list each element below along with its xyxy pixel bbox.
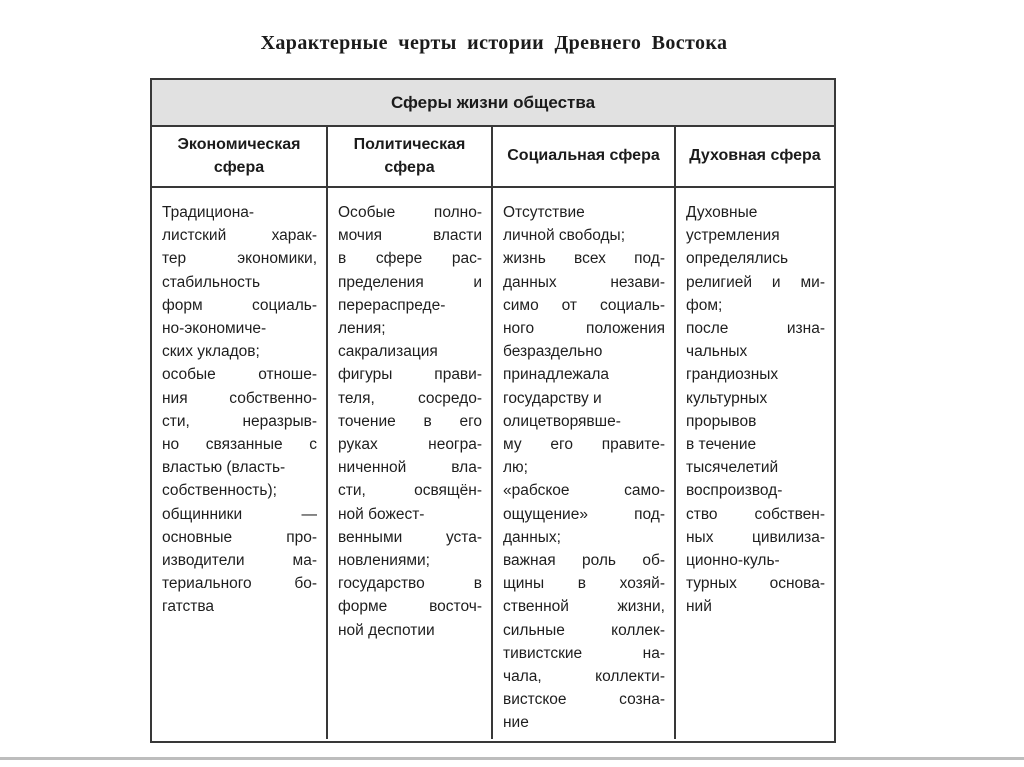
cell-line: изводители ма-	[162, 552, 317, 570]
cell-line: культурных	[686, 389, 768, 407]
cell-line: тер экономики,	[162, 250, 317, 268]
cell-line: государство в	[338, 575, 482, 593]
table-column	[674, 127, 834, 739]
cell-line: перераспреде-	[338, 296, 446, 314]
cell-line: Духовные	[686, 204, 758, 221]
cell-line: лю;	[503, 459, 528, 477]
cell-line: властью (власть-	[162, 459, 286, 477]
cell-line: Отсутствие	[503, 204, 585, 221]
cell-line: но-экономиче-	[162, 320, 267, 338]
cell-line: ционно-куль-	[686, 552, 780, 570]
cell-line: форме восточ-	[338, 598, 482, 616]
table-column	[326, 127, 491, 739]
cell-line: особые отноше-	[162, 366, 317, 384]
table-column	[491, 127, 674, 739]
column-cell	[328, 188, 491, 739]
cell-line: принадлежала	[503, 366, 610, 384]
column-header: Духовная сфера	[676, 127, 834, 188]
column-cell	[152, 188, 326, 739]
cell-line: гатства	[162, 598, 215, 616]
cell-line: грандиозных	[686, 366, 779, 384]
cell-line: в сфере рас-	[338, 250, 482, 268]
cell-line: устремления	[686, 227, 780, 245]
cell-line: стабильность	[162, 273, 261, 291]
cell-line: турных основа-	[686, 575, 825, 593]
cell-line: чала, коллекти-	[503, 668, 665, 686]
cell-line: ние	[503, 714, 529, 732]
cell-line: важная роль об-	[503, 552, 665, 570]
cell-line: воспроизвод-	[686, 482, 783, 500]
cell-line: венными уста-	[338, 528, 482, 546]
cell-line: руках неогра-	[338, 436, 482, 454]
cell-line: вистское созна-	[503, 691, 665, 709]
cell-line: ственной жизни,	[503, 598, 665, 616]
cell-line: прорывов	[686, 412, 757, 430]
cell-line: фигуры прави-	[338, 366, 482, 384]
cell-line: сакрализация	[338, 343, 438, 361]
cell-line: государству и	[503, 389, 602, 407]
cell-line: симо от социаль-	[503, 296, 665, 314]
cell-line: пределения и	[338, 273, 482, 291]
cell-line: му его правите-	[503, 436, 665, 454]
cell-line: олицетворявше-	[503, 412, 621, 430]
cell-line: ощущение» под-	[503, 505, 665, 523]
cell-line: безраздельно	[503, 343, 603, 361]
column-header: Экономическая сфера	[152, 127, 326, 188]
cell-line: сти, освящён-	[338, 482, 482, 500]
cell-line: фом;	[686, 296, 723, 314]
column-header: Социальная сфера	[493, 127, 674, 188]
cell-line: данных незави-	[503, 273, 665, 291]
cell-line: сти, неразрыв-	[162, 412, 317, 430]
cell-line: общинники —	[162, 505, 317, 523]
cell-line: «рабское само-	[503, 482, 665, 500]
column-cell	[493, 188, 674, 739]
cell-line: основные про-	[162, 528, 317, 546]
cell-line: религией и ми-	[686, 273, 825, 291]
cell-line: Традициона-	[162, 204, 255, 221]
cell-line: ной деспотии	[338, 621, 435, 639]
cell-line: форм социаль-	[162, 296, 317, 314]
cell-line: тивистские на-	[503, 644, 665, 662]
cell-line: личной свободы;	[503, 227, 626, 245]
cell-line: данных;	[503, 528, 561, 546]
cell-line: собственность);	[162, 482, 277, 500]
cell-line: ния собственно-	[162, 389, 317, 407]
table-grid	[152, 127, 834, 739]
cell-line: ных цивилиза-	[686, 528, 825, 546]
cell-line: ления;	[338, 320, 386, 338]
cell-line: точение в его	[338, 412, 482, 430]
cell-line: ной божест-	[338, 505, 425, 523]
cell-line: тысячелетий	[686, 459, 779, 477]
cell-line: определялись	[686, 250, 789, 268]
cell-line: ских укладов;	[162, 343, 260, 361]
cell-line: теля, сосредо-	[338, 389, 482, 407]
cell-line: ного положения	[503, 320, 665, 338]
cell-line: новлениями;	[338, 552, 430, 570]
cell-line: ниченной вла-	[338, 459, 482, 477]
cell-line: щины в хозяй-	[503, 575, 665, 593]
page-title: Характерные черты истории Древнего Востока	[260, 32, 728, 54]
cell-line: но связанные с	[162, 436, 317, 454]
cell-line: териального бо-	[162, 575, 317, 593]
slide-bottom-edge	[0, 757, 1024, 760]
table-banner: Сферы жизни общества	[152, 80, 834, 127]
cell-line: жизнь всех под-	[503, 250, 665, 268]
cell-line: мочия власти	[338, 227, 482, 245]
cell-line: Особые полно-	[338, 204, 482, 221]
cell-line: листский харак-	[162, 227, 317, 245]
cell-line: ство собствен-	[686, 505, 825, 523]
column-header: Политическая сфера	[328, 127, 491, 188]
cell-line: чальных	[686, 343, 748, 361]
cell-line: сильные коллек-	[503, 621, 665, 639]
spheres-table	[150, 78, 836, 743]
cell-line: после изна-	[686, 320, 825, 338]
column-cell	[676, 188, 834, 739]
table-column	[152, 127, 326, 739]
cell-line: в течение	[686, 436, 757, 454]
cell-line: ний	[686, 598, 712, 616]
